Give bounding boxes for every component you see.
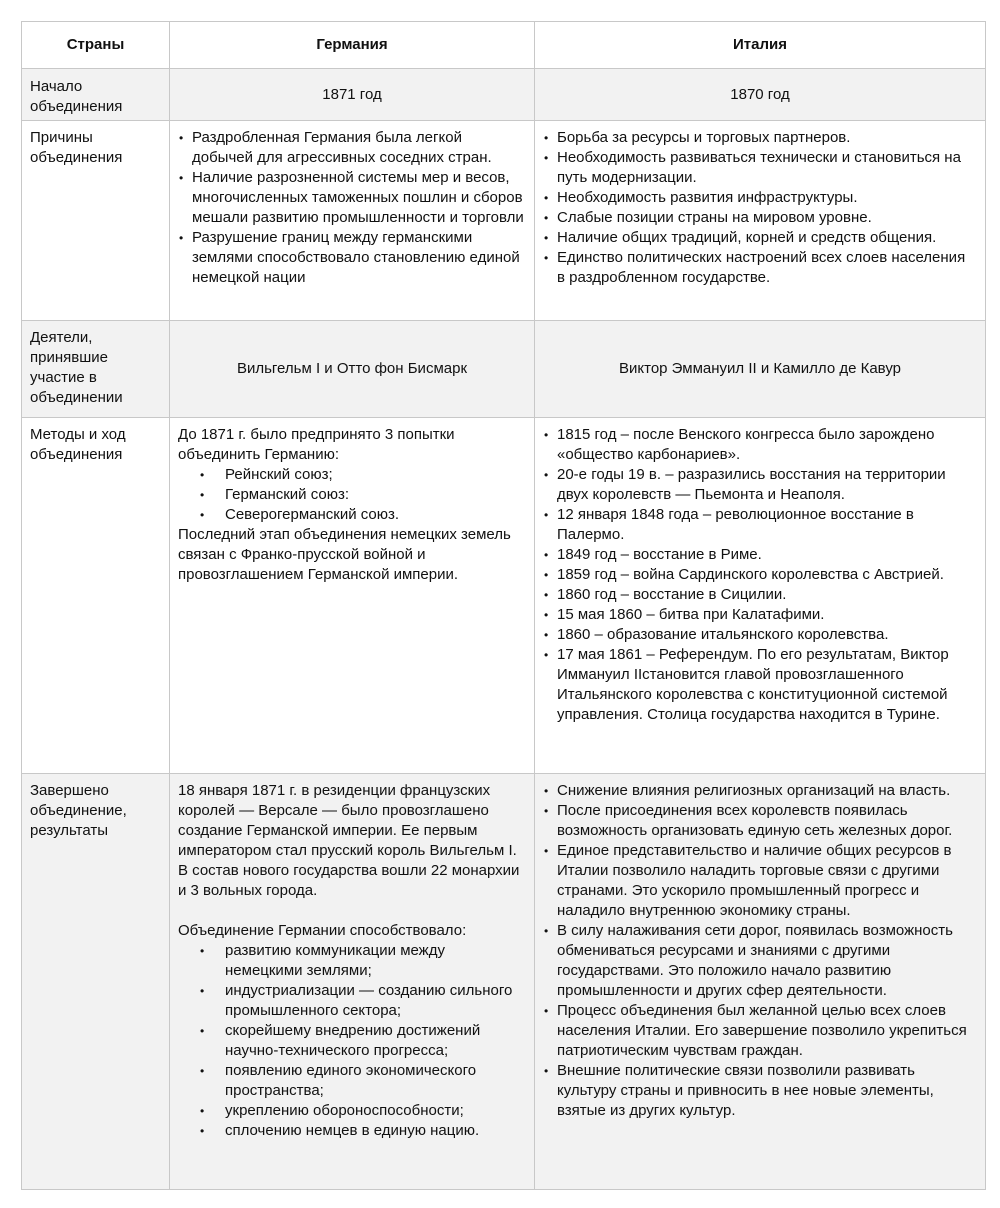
- italy-start-year: 1870 год: [535, 69, 986, 121]
- row-start: [22, 69, 986, 121]
- comparison-table: [21, 21, 986, 1190]
- list-item: • Разрушение границ между германскими землями способствовало становлению единой немецкой нации: [178, 228, 526, 288]
- list-item: • Раздробленная Германия была легкой добычей для агрессивных соседних стран.: [178, 128, 526, 168]
- header-germany: Германия: [170, 22, 535, 69]
- list-item: • развитию коммуникации между немецкими землями;: [178, 941, 526, 981]
- italy-results: [535, 774, 986, 1190]
- list-item: • появлению единого экономического пространства;: [178, 1061, 526, 1101]
- germany-reasons: [170, 121, 535, 321]
- list-item: • Наличие разрозненной системы мер и весов, многочисленных таможенных пошлин и сборов мешали развитию промышленности и торговли: [178, 168, 526, 228]
- list-item: • 15 мая 1860 – битва при Калатафими.: [543, 605, 977, 625]
- list-item: • Единое представительство и наличие общих ресурсов в Италии позволило наладить торговые связи с другими странами. Это ускорило промышленный прогресс и наладило внутреннюю экономику страны.: [543, 841, 977, 921]
- list-item: • Рейнский союз;: [178, 465, 526, 485]
- list-item: • Германский союз:: [178, 485, 526, 505]
- paragraph: Последний этап объединения немецких земель связан с Франко-прусской войной и провозглашением Германской империи.: [178, 526, 511, 583]
- list-item: • В силу налаживания сети дорог, появилась возможность обмениваться ресурсами и знаниями с другими государствами. Это положило начало развитию промышленности и других сфер деятельности.: [543, 921, 977, 1001]
- row-methods: [22, 418, 986, 774]
- row-label: Методы и ход объединения: [22, 418, 170, 774]
- list-item: • 12 января 1848 года – революционное восстание в Палермо.: [543, 505, 977, 545]
- list-item: • Единство политических настроений всех слоев населения в раздробленном государстве.: [543, 248, 977, 288]
- row-label: Начало объединения: [22, 69, 170, 121]
- row-label: Причины объединения: [22, 121, 170, 321]
- list-item: • После присоединения всех королевств появилась возможность организовать единую сеть железных дорог.: [543, 801, 977, 841]
- list-item: • 1815 год – после Венского конгресса было зарождено «общество карбонариев».: [543, 425, 977, 465]
- row-results: [22, 774, 986, 1190]
- list-item: • Наличие общих традиций, корней и средств общения.: [543, 228, 977, 248]
- italy-figures: Виктор Эммануил II и Камилло де Кавур: [535, 321, 986, 418]
- list-item: • укреплению обороноспособности;: [178, 1101, 526, 1121]
- list-item: • Необходимость развития инфраструктуры.: [543, 188, 977, 208]
- list-item: • 1859 год – война Сардинского королевства с Австрией.: [543, 565, 977, 585]
- italy-reasons: [535, 121, 986, 321]
- list-item: • сплочению немцев в единую нацию.: [178, 1121, 526, 1141]
- list-item: • Северогерманский союз.: [178, 505, 526, 525]
- list-item: • скорейшему внедрению достижений научно-технического прогресса;: [178, 1021, 526, 1061]
- list-item: • 1860 год – восстание в Сицилии.: [543, 585, 977, 605]
- list-item: • Процесс объединения был желанной целью всех слоев населения Италии. Его завершение позволило укрепиться патриотическим чувствам граждан.: [543, 1001, 977, 1061]
- list-item: • 20-е годы 19 в. – разразились восстания на территории двух королевств — Пьемонта и Неаполя.: [543, 465, 977, 505]
- list-item: • Борьба за ресурсы и торговых партнеров.: [543, 128, 977, 148]
- row-reasons: [22, 121, 986, 321]
- list-item: • Слабые позиции страны на мировом уровне.: [543, 208, 977, 228]
- list-item: • индустриализации — созданию сильного промышленного сектора;: [178, 981, 526, 1021]
- germany-results: [170, 774, 535, 1190]
- list-item: • Снижение влияния религиозных организаций на власть.: [543, 781, 977, 801]
- row-label: Деятели, принявшие участие в объединении: [22, 321, 170, 418]
- paragraph: До 1871 г. было предпринято 3 попытки объединить Германию:: [178, 426, 455, 463]
- paragraph: 18 января 1871 г. в резиденции французских королей — Версале — было провозглашено создание Германской империи. Ее первым императором стал прусский король Вильгельм I. В состав нового государства вошли 22 монархии и 3 вольных города.: [178, 782, 520, 899]
- italy-methods: [535, 418, 986, 774]
- header-italy: Италия: [535, 22, 986, 69]
- comparison-table-wrapper: [21, 21, 985, 1190]
- header-row: [22, 22, 986, 69]
- germany-figures: Вильгельм I и Отто фон Бисмарк: [170, 321, 535, 418]
- list-item: • 1849 год – восстание в Риме.: [543, 545, 977, 565]
- list-item: • Внешние политические связи позволили развивать культуру страны и привносить в нее новые элементы, взятые из других культур.: [543, 1061, 977, 1121]
- list-item: • Необходимость развиваться технически и становиться на путь модернизации.: [543, 148, 977, 188]
- header-countries: Страны: [22, 22, 170, 69]
- germany-start-year: 1871 год: [170, 69, 535, 121]
- row-figures: [22, 321, 986, 418]
- list-item: • 1860 – образование итальянского королевства.: [543, 625, 977, 645]
- list-item: • 17 мая 1861 – Референдум. По его результатам, Виктор Иммануил IIстановится главой провозглашенного Итальянского королевства с конституционной системой управления. Столица государства находится в Турине.: [543, 645, 977, 725]
- row-label: Завершено объединение, результаты: [22, 774, 170, 1190]
- germany-methods: [170, 418, 535, 774]
- paragraph: Объединение Германии способствовало:: [178, 922, 467, 939]
